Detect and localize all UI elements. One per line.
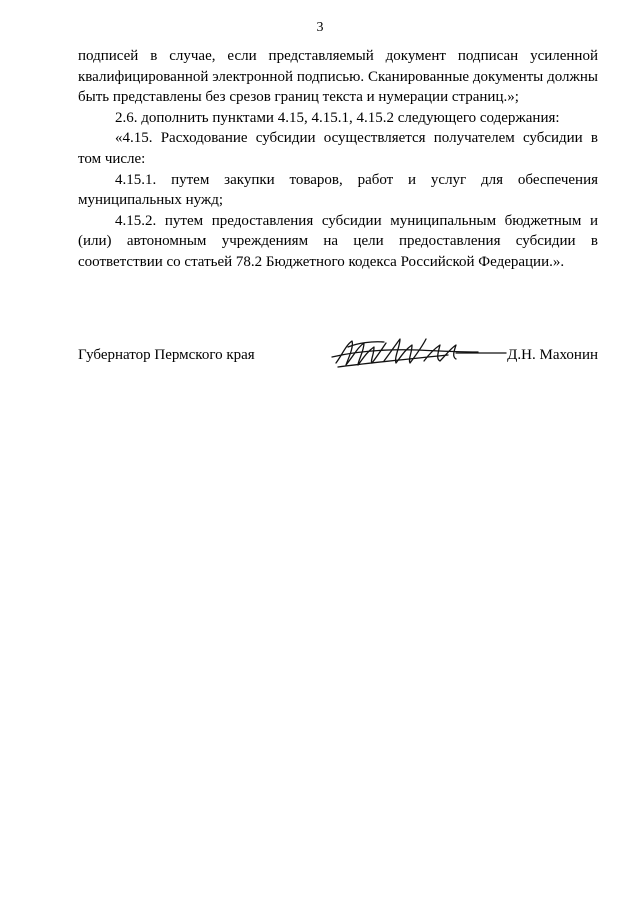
document-body [78, 46, 598, 273]
handwritten-signature [328, 333, 508, 371]
signer-title: Губернатор Пермского края [78, 347, 255, 363]
paragraph-amendment-2-6: 2.6. дополнить пунктами 4.15, 4.15.1, 4.15.2 следующего содержания: [115, 109, 560, 126]
paragraph-continuation: подписей в случае, если представляемый документ подписан усиленной квалифицированной электронной подписью. Сканированные документы должны быть представлены без срезов границ текста и нумерации страниц.»; [78, 48, 598, 106]
paragraph-4-15-1: 4.15.1. путем закупки товаров, работ и услуг для обеспечения муниципальных нужд; [78, 171, 598, 209]
paragraph-4-15-2: 4.15.2. путем предоставления субсидии муниципальным бюджетным и (или) автономным учреждениям на цели предоставления субсидии в соответствии со статьей 78.2 Бюджетного кодекса Российской Федерации.». [78, 212, 598, 270]
page-number: 3 [316, 20, 324, 35]
paragraph-4-15: «4.15. Расходование субсидии осуществляется получателем субсидии в том числе: [78, 130, 598, 167]
signer-name: Д.Н. Махонин [507, 347, 598, 363]
signature-block [78, 333, 598, 373]
